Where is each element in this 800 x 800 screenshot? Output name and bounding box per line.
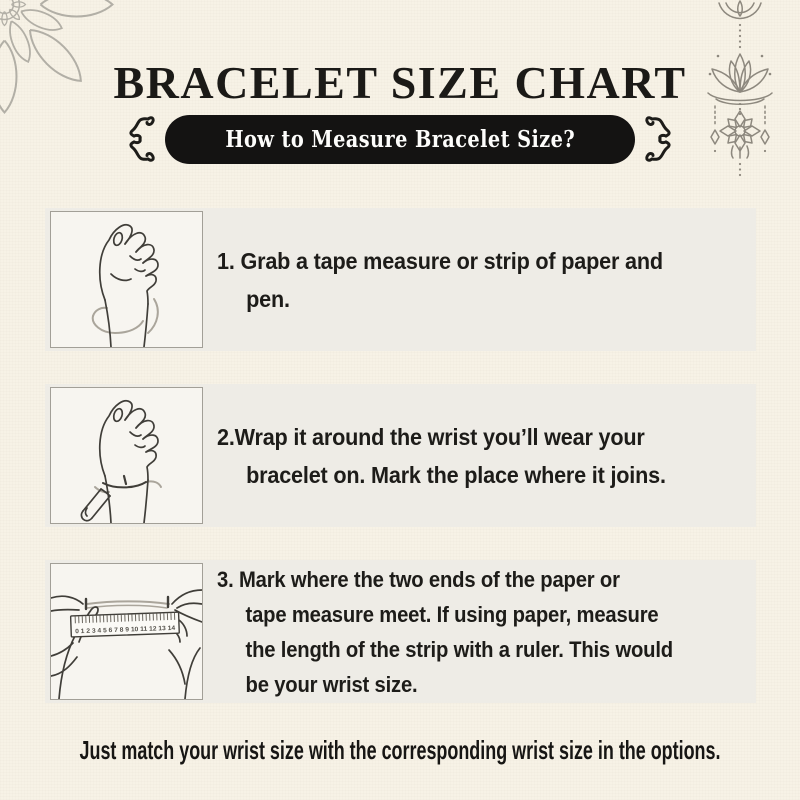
- step-3-figure: [50, 563, 203, 700]
- instruction-line: the length of the strip with a ruler. This would: [245, 636, 673, 662]
- how-to-measure-badge: [166, 116, 634, 163]
- step-1-instruction: [217, 242, 663, 318]
- step-3-instruction: [217, 562, 673, 702]
- flourish-right-icon: [645, 113, 678, 165]
- footer-note: Just match your wrist size with the corresponding wrist size in the options.: [79, 735, 721, 765]
- instruction-line: tape measure meet. If using paper, measure: [245, 601, 659, 627]
- measurement-steps: [45, 208, 756, 703]
- step-3-text: [203, 560, 756, 703]
- badge-label: How to Measure Bracelet Size?: [225, 125, 575, 153]
- hands-with-ruler-icon: [51, 564, 202, 699]
- ruler-numbers: 0 1 2 3 4 5 6 7 8 9 10 11 12 13 14: [75, 624, 171, 636]
- fist-with-marker-icon: [51, 388, 202, 523]
- instruction-line: bracelet on. Mark the place where it joins.: [246, 461, 666, 488]
- step-2-text: [203, 384, 756, 527]
- step-1-text: [203, 208, 756, 351]
- step-2-row: [45, 384, 756, 527]
- step-2-instruction: [217, 418, 666, 494]
- step-1-row: [45, 208, 756, 351]
- step-3-row: [45, 560, 756, 703]
- fist-with-tape-icon: [51, 212, 202, 347]
- instruction-line: 1. Grab a tape measure or strip of paper and: [217, 247, 663, 274]
- instruction-line: pen.: [246, 285, 290, 312]
- page-title: BRACELET SIZE CHART: [113, 57, 687, 108]
- ruler-graphic: [71, 612, 180, 637]
- step-2-figure: [50, 387, 203, 524]
- step-1-figure: [50, 211, 203, 348]
- subtitle-badge-row: [0, 112, 800, 166]
- instruction-line: 3. Mark where the two ends of the paper or: [217, 566, 620, 592]
- instruction-line: be your wrist size.: [245, 671, 418, 697]
- instruction-line: 2.Wrap it around the wrist you’ll wear your: [217, 423, 645, 450]
- flourish-left-icon: [122, 113, 155, 165]
